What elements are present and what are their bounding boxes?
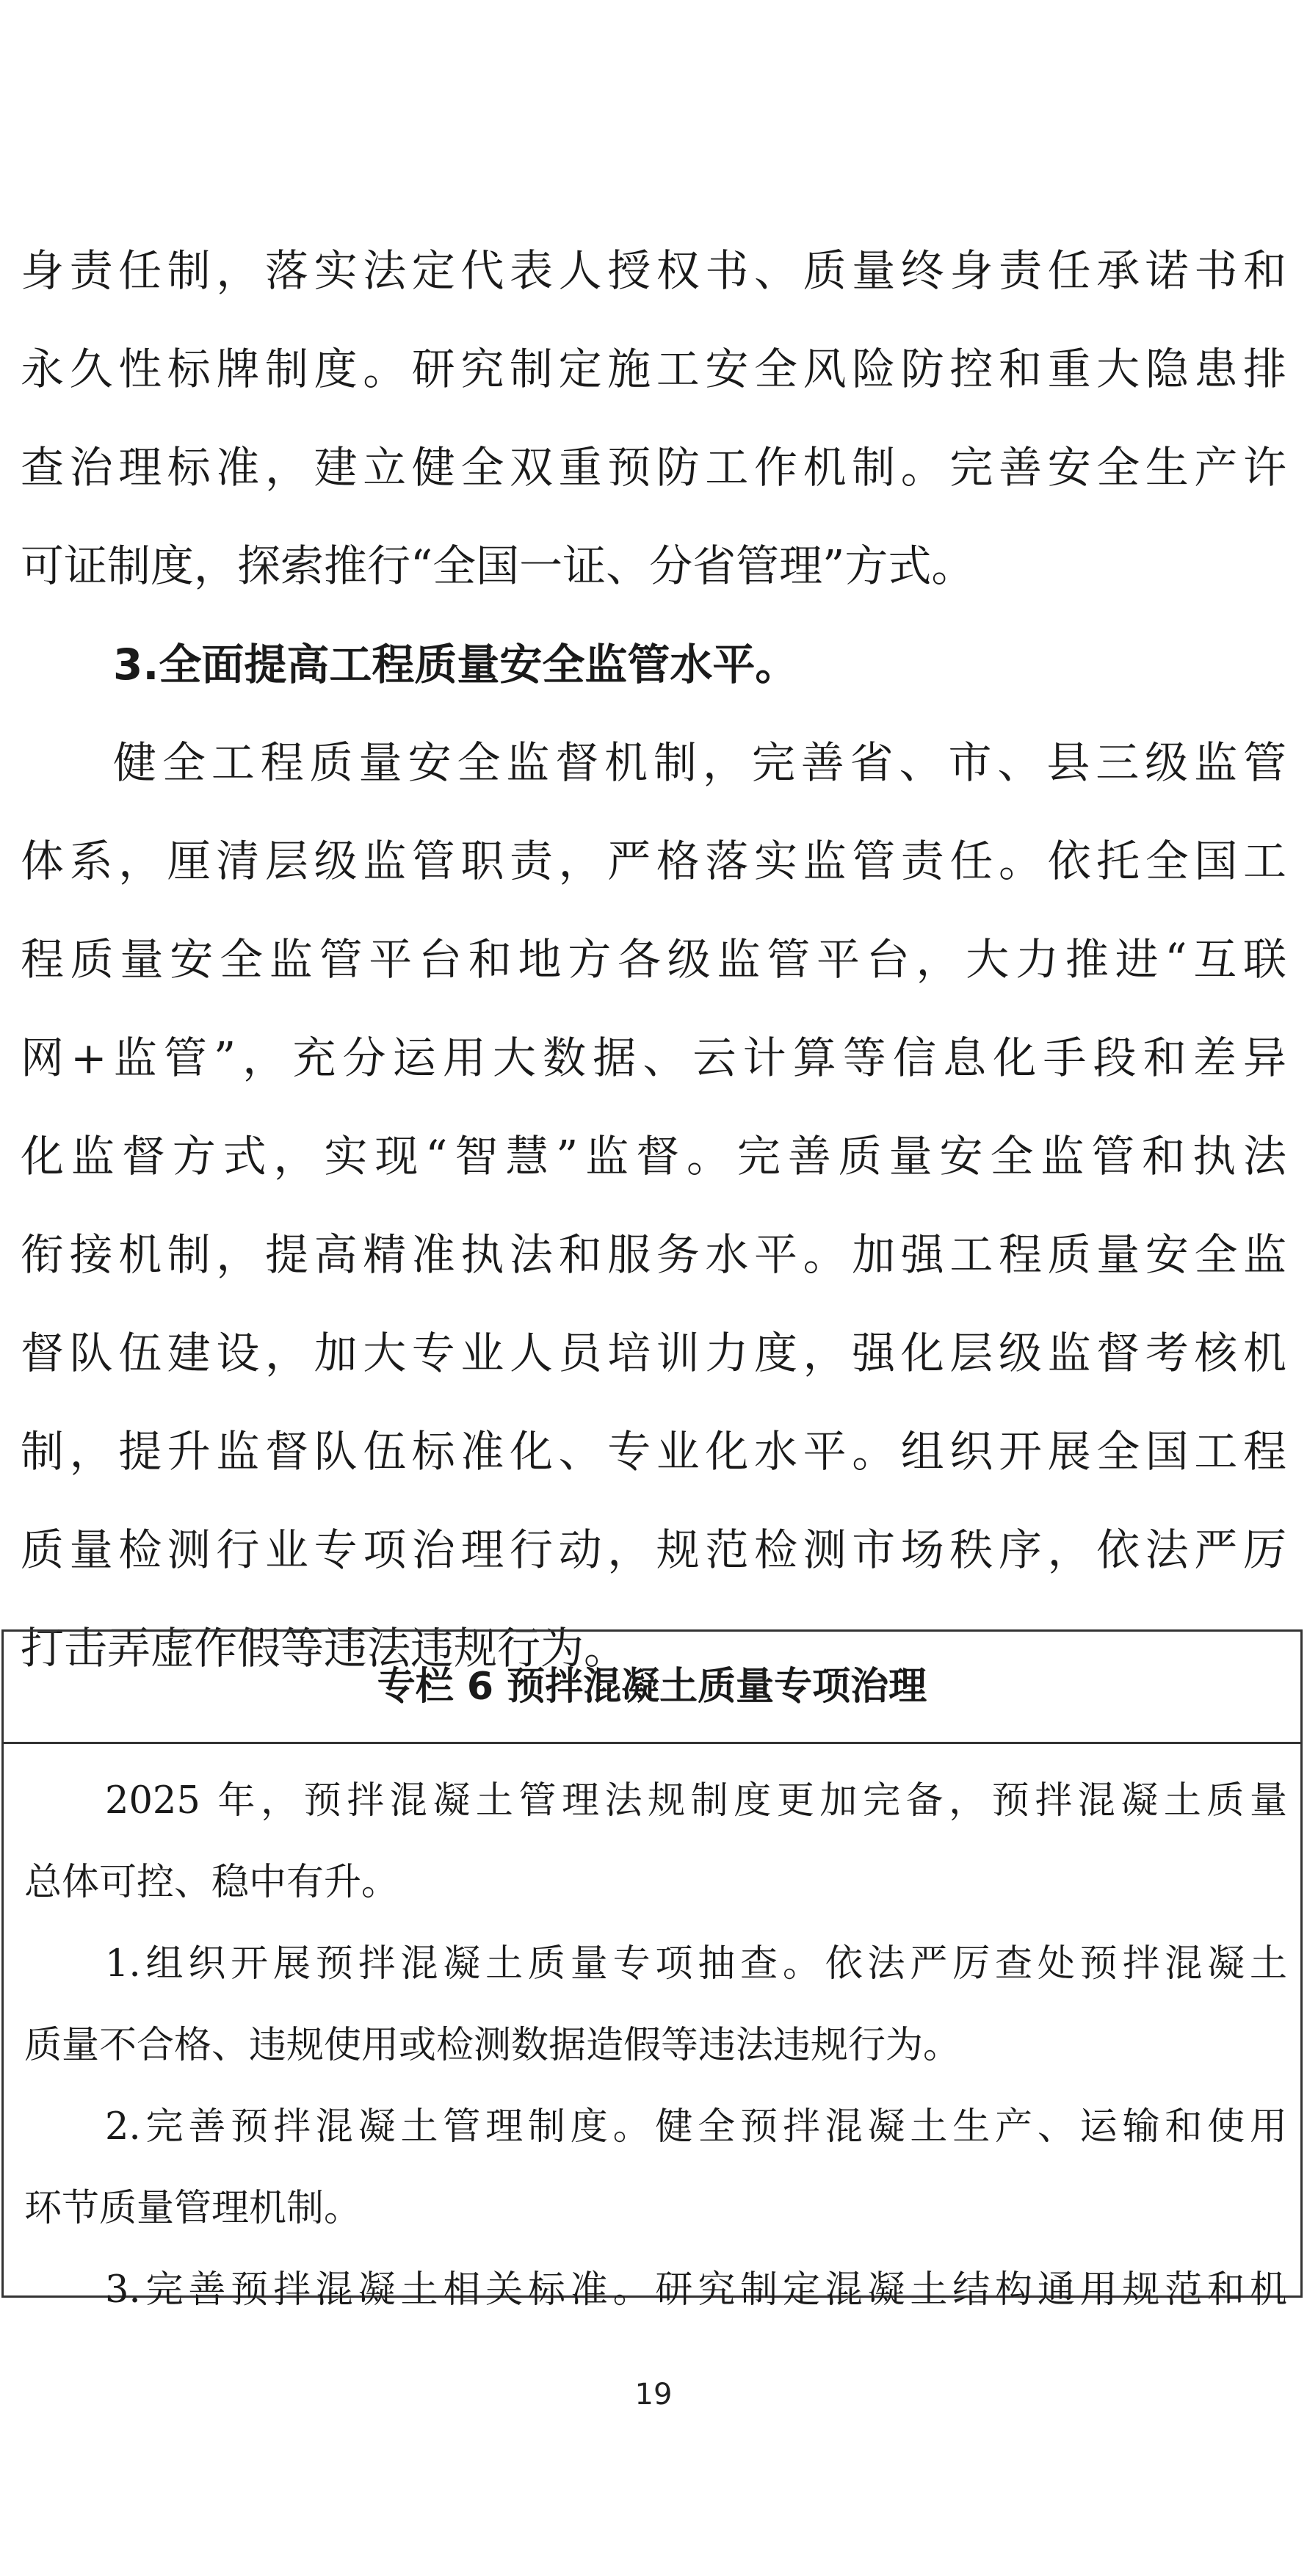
body-line: 衔接机制，提高精准执法和服务水平。加强工程质量安全监 bbox=[21, 1229, 1286, 1280]
body-line: 质量检测行业专项治理行动，规范检测市场秩序，依法严厉 bbox=[21, 1524, 1286, 1575]
body-line: 制，提升监督队伍标准化、专业化水平。组织开展全国工程 bbox=[21, 1426, 1286, 1477]
box-line: 2025 年，预拌混凝土管理法规制度更加完备，预拌混凝土质量 bbox=[105, 1779, 1287, 1823]
body-text bbox=[21, 222, 1286, 1698]
body-line: 健全工程质量安全监督机制，完善省、市、县三级监管 bbox=[113, 737, 1286, 788]
box-line: 总体可控、稳中有升。 bbox=[24, 1861, 399, 1904]
body-line: 程质量安全监管平台和地方各级监管平台，大力推进“互联 bbox=[21, 934, 1286, 985]
body-line: 督队伍建设，加大专业人员培训力度，强化层级监督考核机 bbox=[21, 1328, 1286, 1378]
body-line: 身责任制，落实法定代表人授权书、质量终身责任承诺书和 bbox=[21, 245, 1286, 296]
box-line: 环节质量管理机制。 bbox=[24, 2187, 362, 2230]
body-line: 查治理标准，建立健全双重预防工作机制。完善安全生产许 bbox=[21, 442, 1286, 493]
body-line: 化监督方式，实现“智慧”监督。完善质量安全监管和执法 bbox=[21, 1131, 1286, 1182]
special-column-box bbox=[1, 1629, 1303, 2312]
box-title: 专栏 6 预拌混凝土质量专项治理 bbox=[4, 1632, 1300, 1744]
body-line: 永久性标牌制度。研究制定施工安全风险防控和重大隐患排 bbox=[21, 344, 1286, 394]
box-body bbox=[4, 1744, 1300, 2331]
box-line: 1.组织开展预拌混凝土质量专项抽查。依法严厉查处预拌混凝土 bbox=[105, 1942, 1287, 1986]
page-number: 19 bbox=[634, 2378, 673, 2412]
body-line: 可证制度，探索推行“全国一证、分省管理”方式。 bbox=[21, 540, 975, 591]
box-line: 2.完善预拌混凝土管理制度。健全预拌混凝土生产、运输和使用 bbox=[105, 2105, 1287, 2149]
body-line: 网+监管”，充分运用大数据、云计算等信息化手段和差异 bbox=[21, 1032, 1286, 1083]
body-line: 打击弄虚作假等违法违规行为。 bbox=[21, 1623, 628, 1674]
box-line: 3.完善预拌混凝土相关标准。研究制定混凝土结构通用规范和机 bbox=[105, 2268, 1287, 2312]
section-heading: 3.全面提高工程质量安全监管水平。 bbox=[113, 640, 798, 690]
body-line: 体系，厘清层级监管职责，严格落实监管责任。依托全国工 bbox=[21, 836, 1286, 886]
box-line: 质量不合格、违规使用或检测数据造假等违法违规行为。 bbox=[24, 2024, 961, 2067]
